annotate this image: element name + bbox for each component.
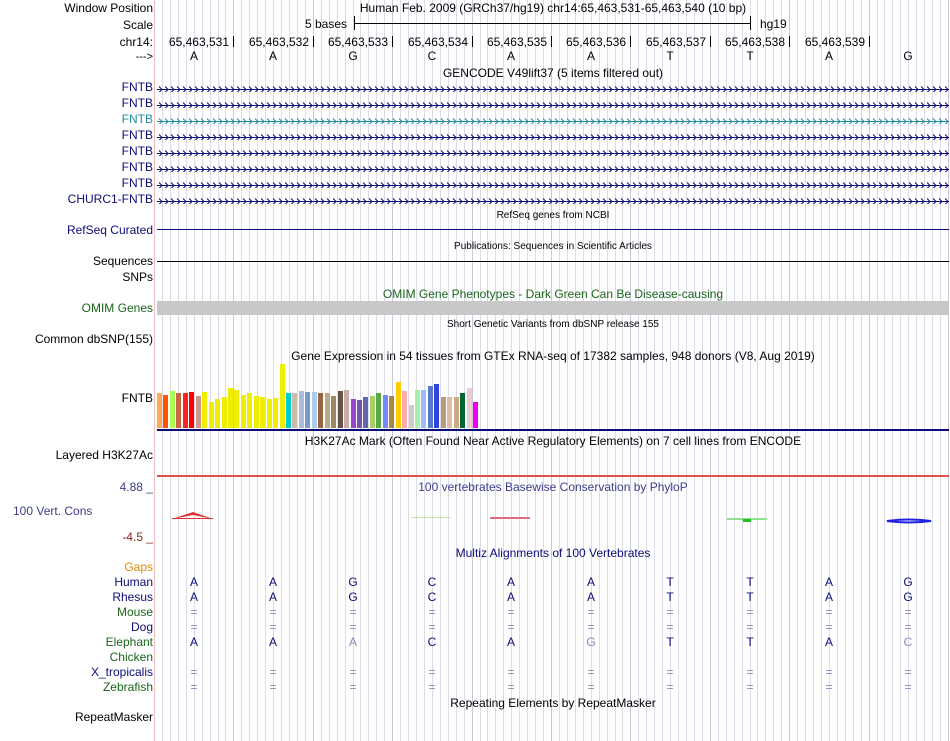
grid-line (805, 0, 806, 741)
gtex-tissue-bar[interactable] (157, 393, 162, 428)
multiz-species-label[interactable]: Rhesus (112, 590, 153, 604)
grid-line (218, 0, 219, 741)
gencode-transcript[interactable] (157, 131, 949, 140)
multiz-base: = (904, 680, 912, 694)
gtex-tissue-bar[interactable] (357, 400, 362, 428)
phylop-track-title: 100 vertebrates Basewise Conservation by PhyloP (418, 480, 688, 494)
grid-line (789, 0, 790, 741)
ruler-tick (869, 36, 870, 47)
ruler-position: 65,463,533 (327, 35, 388, 49)
repeatmasker-track-label[interactable]: RepeatMasker (74, 710, 153, 724)
ruler-tick (313, 36, 314, 47)
multiz-base: A (506, 635, 515, 649)
gtex-tissue-bar[interactable] (170, 391, 175, 428)
gtex-tissue-bar[interactable] (441, 397, 446, 428)
multiz-base: = (269, 665, 277, 679)
gencode-gene-label[interactable]: FNTB (121, 96, 153, 110)
gtex-tissue-bar[interactable] (351, 399, 356, 428)
gencode-gene-label[interactable]: FNTB (121, 160, 153, 174)
ruler-position: 65,463,531 (168, 35, 229, 49)
gencode-gene-label[interactable]: FNTB (121, 176, 153, 190)
label-separator (154, 0, 155, 741)
grid-line (178, 0, 179, 741)
publications-track-title: Publications: Sequences in Scientific Articles (454, 241, 652, 252)
multiz-base: C (427, 635, 437, 649)
scale-bases-text: 5 bases (305, 17, 348, 31)
grid-line (726, 0, 727, 741)
omim-track-label[interactable]: OMIM Genes (81, 301, 153, 315)
gtex-tissue-bar[interactable] (267, 399, 272, 428)
multiz-base: = (507, 680, 515, 694)
grid-line (448, 0, 449, 741)
grid-line (567, 0, 568, 741)
grid-line (321, 0, 322, 741)
refseq-track-label[interactable]: RefSeq Curated (66, 223, 153, 237)
gtex-track-title: Gene Expression in 54 tissues from GTEx RNA-seq of 17382 samples, 948 donors (V8, Aug 2019) (291, 349, 815, 363)
multiz-base: = (190, 620, 198, 634)
multiz-base: A (586, 590, 595, 604)
ruler-tick (472, 36, 473, 47)
publications-track-label[interactable]: Sequences (92, 254, 153, 268)
multiz-base: = (190, 605, 198, 619)
scale-bar-right-tick (750, 16, 751, 30)
multiz-base: T (666, 575, 674, 589)
ruler-base: A (268, 49, 277, 63)
multiz-base: T (666, 590, 674, 604)
gtex-tissue-bar[interactable] (402, 391, 407, 428)
phylop-min-label: -4.5 _ (122, 530, 153, 544)
grid-line (781, 0, 782, 741)
gtex-tissue-bar[interactable] (370, 396, 375, 428)
gencode-transcript[interactable] (157, 115, 949, 124)
h3k27ac-signal-line[interactable] (157, 475, 949, 477)
ruler-tick (789, 36, 790, 47)
ruler-tick (551, 36, 552, 47)
chrom-label: chr14: (119, 35, 153, 49)
gtex-tissue-bar[interactable] (447, 397, 452, 428)
gencode-gene-label[interactable]: FNTB (121, 80, 153, 94)
grid-line (686, 0, 687, 741)
gtex-tissue-bar[interactable] (254, 396, 259, 428)
gencode-transcript[interactable] (157, 163, 949, 172)
multiz-base: = (666, 665, 674, 679)
ruler-position: 65,463,535 (486, 35, 547, 49)
grid-line (559, 0, 560, 741)
gtex-tissue-bar[interactable] (305, 392, 310, 428)
scale-db-label: hg19 (760, 17, 787, 31)
gtex-tissue-bar[interactable] (325, 393, 330, 428)
multiz-base: = (587, 665, 595, 679)
gtex-tissue-bar[interactable] (247, 393, 252, 428)
grid-line (225, 0, 226, 741)
multiz-base: A (506, 575, 515, 589)
gtex-tissue-bar[interactable] (260, 397, 265, 428)
gtex-tissue-bar[interactable] (415, 390, 420, 428)
multiz-base: = (904, 605, 912, 619)
gtex-tissue-bar[interactable] (331, 396, 336, 428)
multiz-base: = (507, 620, 515, 634)
multiz-base: = (746, 620, 754, 634)
grid-line (861, 0, 862, 741)
gtex-tissue-bar[interactable] (273, 398, 278, 428)
ruler-tick (630, 36, 631, 47)
ruler-position: 65,463,534 (407, 35, 468, 49)
multiz-base: A (506, 590, 515, 604)
grid-line (877, 0, 878, 741)
gencode-transcript[interactable] (157, 147, 949, 156)
multiz-base: = (825, 605, 833, 619)
gencode-transcript[interactable] (157, 83, 949, 92)
multiz-base: = (190, 680, 198, 694)
ruler-base: C (427, 49, 437, 63)
multiz-base: C (903, 635, 913, 649)
gtex-track-label[interactable]: FNTB (121, 391, 153, 405)
grid-line (892, 0, 893, 741)
gtex-tissue-bar[interactable] (389, 396, 394, 428)
grid-line (337, 0, 338, 741)
ruler-position: 65,463,537 (645, 35, 706, 49)
multiz-base: = (349, 680, 357, 694)
omim-gene-bar[interactable] (157, 301, 949, 315)
gtex-tissue-bar[interactable] (196, 396, 201, 428)
ruler-base: A (189, 49, 198, 63)
multiz-track-title: Multiz Alignments of 100 Vertebrates (455, 546, 651, 560)
multiz-base: A (824, 575, 833, 589)
grid-line (249, 0, 250, 741)
grid-line (170, 0, 171, 741)
grid-line (241, 0, 242, 741)
grid-line (464, 0, 465, 741)
multiz-base: A (268, 635, 277, 649)
multiz-base: = (587, 605, 595, 619)
ruler-position: 65,463,532 (248, 35, 309, 49)
phylop-value-8-peak (743, 519, 751, 522)
dbsnp-track-label[interactable]: Common dbSNP(155) (34, 332, 153, 346)
ruler-base: A (586, 49, 595, 63)
grid-line (297, 0, 298, 741)
multiz-gaps-label[interactable]: Gaps (124, 560, 153, 574)
grid-line (527, 0, 528, 741)
gencode-transcript[interactable] (157, 195, 949, 204)
grid-line (622, 0, 623, 741)
dbsnp-track-title: Short Genetic Variants from dbSNP release 155 (447, 319, 659, 330)
gtex-tissue-bar[interactable] (202, 392, 207, 428)
multiz-base: A (268, 590, 277, 604)
grid-line (329, 0, 330, 741)
multiz-base: G (586, 635, 596, 649)
multiz-species-label[interactable]: Human (114, 575, 153, 589)
grid-line (630, 0, 631, 741)
gtex-tissue-bar[interactable] (383, 395, 388, 428)
gtex-tissue-bar[interactable] (409, 405, 414, 428)
gtex-tissue-bar[interactable] (292, 393, 297, 428)
grid-line (408, 0, 409, 741)
gtex-tissue-bar[interactable] (376, 393, 381, 428)
grid-line (853, 0, 854, 741)
gtex-tissue-bar[interactable] (176, 393, 181, 428)
gencode-track-title: GENCODE V49lift37 (5 items filtered out) (442, 66, 664, 80)
ruler-tick (710, 36, 711, 47)
grid-line (495, 0, 496, 741)
multiz-base: T (746, 635, 754, 649)
grid-line (392, 0, 393, 741)
ruler-position: 65,463,538 (724, 35, 785, 49)
gencode-gene-label[interactable]: FNTB (121, 112, 153, 126)
multiz-base: = (428, 605, 436, 619)
grid-line (384, 0, 385, 741)
multiz-base: = (825, 680, 833, 694)
strand-label: ---> (135, 51, 153, 63)
ruler-base: T (746, 49, 754, 63)
gtex-tissue-bar[interactable] (280, 364, 285, 428)
ruler-base: T (666, 49, 674, 63)
grid-line (718, 0, 719, 741)
gtex-tissue-bar[interactable] (241, 395, 246, 428)
grid-line (543, 0, 544, 741)
multiz-base: G (903, 590, 913, 604)
gtex-tissue-bar[interactable] (473, 402, 478, 428)
multiz-base: = (507, 605, 515, 619)
gencode-transcript[interactable] (157, 99, 949, 108)
multiz-base: = (746, 605, 754, 619)
grid-line (765, 0, 766, 741)
gtex-tissue-bar[interactable] (183, 393, 188, 428)
multiz-base: = (746, 665, 754, 679)
grid-line (400, 0, 401, 741)
multiz-base: A (586, 575, 595, 589)
multiz-base: C (427, 575, 437, 589)
multiz-base: = (587, 680, 595, 694)
repeatmasker-track-title: Repeating Elements by RepeatMasker (450, 696, 656, 710)
multiz-base: = (269, 605, 277, 619)
phylop-max-label: 4.88 _ (119, 480, 153, 494)
multiz-base: = (746, 680, 754, 694)
gencode-transcript[interactable] (157, 179, 949, 188)
h3k27ac-track-title: H3K27Ac Mark (Often Found Near Active Regulatory Elements) on 7 cell lines from ENCODE (304, 434, 802, 448)
ruler-base: G (903, 49, 913, 63)
gtex-tissue-bar[interactable] (460, 393, 465, 428)
phylop-peak-1-base (172, 518, 213, 519)
ruler-position: 65,463,536 (565, 35, 626, 49)
grid-line (289, 0, 290, 741)
ruler-base: A (506, 49, 515, 63)
grid-line (368, 0, 369, 741)
gtex-tissue-bar[interactable] (454, 397, 459, 428)
gtex-tissue-bar[interactable] (222, 397, 227, 428)
ruler-base: A (824, 49, 833, 63)
multiz-base: = (428, 665, 436, 679)
gtex-tissue-bar[interactable] (234, 390, 239, 428)
gtex-tissue-bar[interactable] (286, 393, 291, 428)
gencode-gene-label[interactable]: CHURC1-FNTB (67, 192, 153, 206)
grid-line (654, 0, 655, 741)
gtex-tissue-bar[interactable] (215, 399, 220, 428)
multiz-base: = (825, 620, 833, 634)
grid-line (646, 0, 647, 741)
multiz-base: = (666, 620, 674, 634)
multiz-base: = (349, 665, 357, 679)
multiz-base: = (428, 680, 436, 694)
multiz-base: T (666, 635, 674, 649)
grid-line (932, 0, 933, 741)
grid-line (702, 0, 703, 741)
gtex-tissue-bar[interactable] (428, 386, 433, 428)
multiz-species-label[interactable]: Zebrafish (102, 680, 153, 694)
multiz-base: G (348, 590, 358, 604)
grid-line (924, 0, 925, 741)
phylop-plot[interactable] (157, 505, 949, 527)
multiz-base: = (349, 605, 357, 619)
gtex-tissue-bar[interactable] (228, 388, 233, 428)
grid-line (615, 0, 616, 741)
multiz-species-label[interactable]: Chicken (109, 650, 153, 664)
grid-line (845, 0, 846, 741)
multiz-base: = (428, 620, 436, 634)
gtex-tissue-bar[interactable] (338, 391, 343, 428)
multiz-base: = (904, 665, 912, 679)
gtex-tissue-bar[interactable] (421, 390, 426, 428)
grid-line (551, 0, 552, 741)
grid-line (773, 0, 774, 741)
publications-line[interactable] (157, 261, 949, 262)
window-position-value: Human Feb. 2009 (GRCh37/hg19) chr14:65,463,531-65,463,540 (10 bp) (359, 1, 747, 15)
multiz-base: A (189, 590, 198, 604)
grid-line (416, 0, 417, 741)
multiz-base: = (507, 665, 515, 679)
grid-line (313, 0, 314, 741)
multiz-base: A (824, 635, 833, 649)
gtex-tissue-bar[interactable] (363, 397, 368, 428)
multiz-base: G (348, 575, 358, 589)
ruler-tick (233, 36, 234, 47)
scale-label: Scale (122, 18, 153, 32)
multiz-base: = (904, 620, 912, 634)
gtex-tissue-bar[interactable] (396, 382, 401, 428)
multiz-species-label[interactable]: Dog (130, 620, 153, 634)
multiz-base: A (189, 635, 198, 649)
grid-line (638, 0, 639, 741)
ruler-tick (392, 36, 393, 47)
grid-line (869, 0, 870, 741)
multiz-base: G (903, 575, 913, 589)
grid-line (797, 0, 798, 741)
gtex-gene-line[interactable] (157, 429, 949, 431)
phylop-value-3 (411, 517, 451, 518)
multiz-species-label[interactable]: Mouse (116, 605, 153, 619)
multiz-base: = (269, 620, 277, 634)
grid-line (376, 0, 377, 741)
ruler-base: G (348, 49, 358, 63)
multiz-base: A (189, 575, 198, 589)
grid-line (940, 0, 941, 741)
window-position-label: Window Position (64, 1, 153, 15)
snps-track-label[interactable]: SNPs (122, 270, 153, 284)
grid-line (210, 0, 211, 741)
multiz-species-label[interactable]: Elephant (105, 635, 153, 649)
gtex-tissue-bar[interactable] (189, 392, 194, 428)
grid-line (813, 0, 814, 741)
grid-line (305, 0, 306, 741)
grid-line (734, 0, 735, 741)
gencode-gene-label[interactable]: FNTB (121, 144, 153, 158)
multiz-base: = (666, 680, 674, 694)
phylop-peak-1 (172, 512, 213, 519)
h3k27ac-track-label[interactable]: Layered H3K27Ac (55, 448, 153, 462)
grid-line (480, 0, 481, 741)
gtex-tissue-bar[interactable] (318, 393, 323, 428)
multiz-base: A (824, 590, 833, 604)
gtex-tissue-bar[interactable] (163, 395, 168, 428)
multiz-base: = (269, 680, 277, 694)
ruler-position: 65,463,539 (804, 35, 865, 49)
multiz-species-label[interactable]: X_tropicalis (90, 665, 153, 679)
multiz-base: A (268, 575, 277, 589)
multiz-base: = (825, 665, 833, 679)
phylop-value-5 (490, 517, 530, 519)
multiz-base: C (427, 590, 437, 604)
grid-line (884, 0, 885, 741)
gtex-tissue-bar[interactable] (209, 402, 214, 428)
grid-line (162, 0, 163, 741)
multiz-base: T (746, 575, 754, 589)
grid-line (535, 0, 536, 741)
gtex-tissue-bar[interactable] (299, 391, 304, 428)
gencode-gene-label[interactable]: FNTB (121, 128, 153, 142)
multiz-base: = (666, 605, 674, 619)
refseq-gene-line[interactable] (157, 229, 949, 230)
gtex-tissue-bar[interactable] (467, 388, 472, 428)
grid-line (948, 0, 949, 741)
grid-line (575, 0, 576, 741)
grid-line (607, 0, 608, 741)
gtex-tissue-bar[interactable] (312, 392, 317, 428)
grid-line (710, 0, 711, 741)
scale-bar (354, 23, 751, 24)
phylop-value-10 (887, 520, 931, 523)
omim-track-title: OMIM Gene Phenotypes - Dark Green Can Be Disease-causing (382, 287, 724, 301)
gtex-tissue-bar[interactable] (344, 390, 349, 428)
phylop-track-label[interactable]: 100 Vert. Cons (13, 504, 93, 518)
multiz-base: = (349, 620, 357, 634)
multiz-base: = (190, 665, 198, 679)
multiz-base: A (348, 635, 357, 649)
grid-line (472, 0, 473, 741)
refseq-track-title: RefSeq genes from NCBI (496, 210, 610, 221)
grid-line (233, 0, 234, 741)
multiz-base: T (746, 590, 754, 604)
grid-line (694, 0, 695, 741)
multiz-base: = (587, 620, 595, 634)
grid-line (257, 0, 258, 741)
gtex-tissue-bar[interactable] (434, 384, 439, 428)
grid-line (487, 0, 488, 741)
grid-line (456, 0, 457, 741)
